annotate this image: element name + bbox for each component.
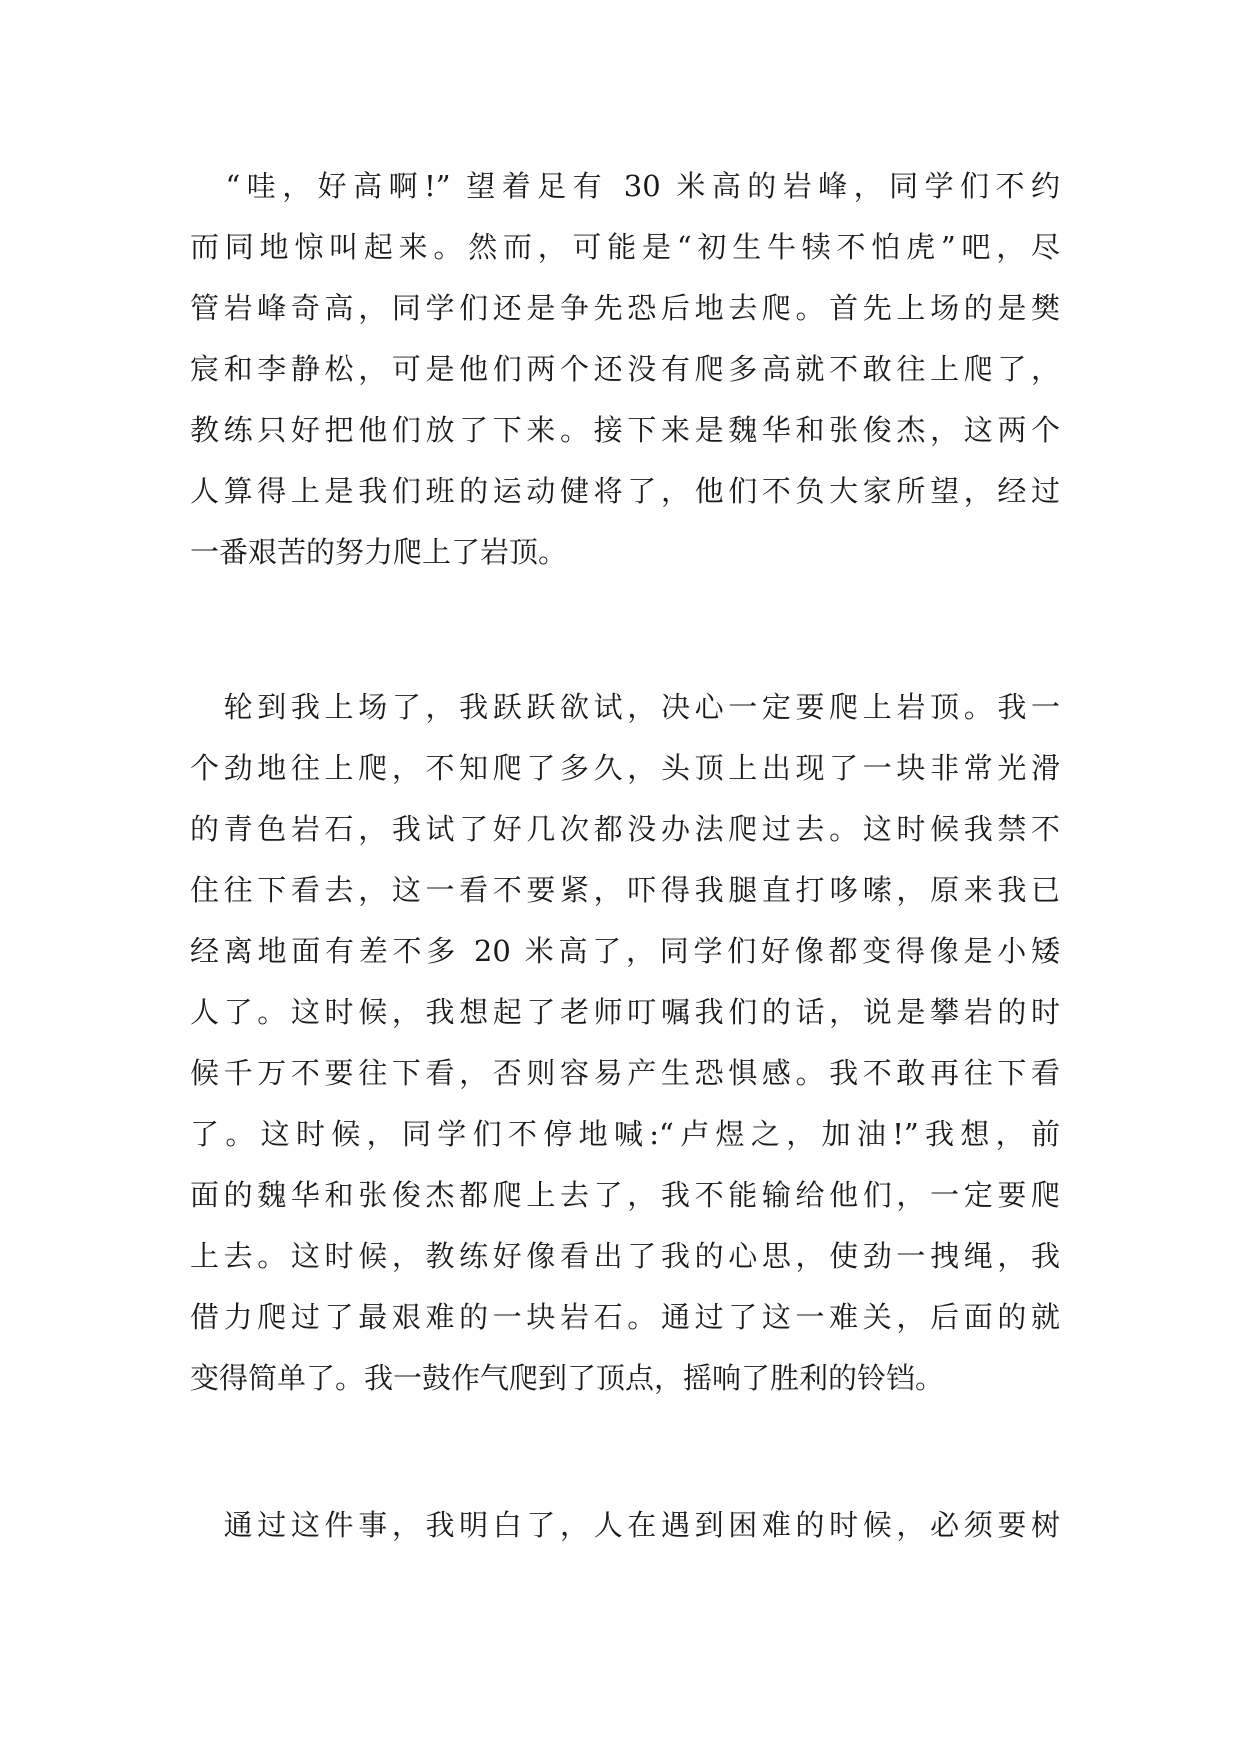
text-line: 而同地惊叫起来。然而，可能是“初生牛犊不怕虎”吧，尽 xyxy=(190,230,1060,264)
text-line: 通过这件事，我明白了，人在遇到困难的时候，必须要树 xyxy=(190,1508,1060,1542)
text-line: 了。这时候，同学们不停地喊:“卢煜之，加油!”我想，前 xyxy=(190,1117,1060,1151)
text-line: 个劲地往上爬，不知爬了多久，头顶上出现了一块非常光滑 xyxy=(190,751,1060,785)
text-line: 住往下看去，这一看不要紧，吓得我腿直打哆嗦，原来我已 xyxy=(190,873,1060,907)
text-line: 一番艰苦的努力爬上了岩顶。 xyxy=(190,535,568,569)
text-line: 变得简单了。我一鼓作气爬到了顶点，摇响了胜利的铃铛。 xyxy=(190,1361,945,1395)
text-line: 人算得上是我们班的运动健将了，他们不负大家所望，经过 xyxy=(190,474,1060,508)
text-line: 上去。这时候，教练好像看出了我的心思，使劲一拽绳，我 xyxy=(190,1239,1060,1273)
text-line: 的青色岩石，我试了好几次都没办法爬过去。这时候我禁不 xyxy=(190,812,1060,846)
text-line: 经离地面有差不多 20 米高了，同学们好像都变得像是小矮 xyxy=(190,934,1060,968)
paragraph-3 xyxy=(190,1495,1060,1556)
text-line: 借力爬过了最艰难的一块岩石。通过了这一难关，后面的就 xyxy=(190,1300,1060,1334)
text-line: 轮到我上场了，我跃跃欲试，决心一定要爬上岩顶。我一 xyxy=(190,690,1060,724)
text-line: 管岩峰奇高，同学们还是争先恐后地去爬。首先上场的是樊 xyxy=(190,291,1060,325)
text-line: 人了。这时候，我想起了老师叮嘱我们的话，说是攀岩的时 xyxy=(190,995,1060,1029)
text-line: 候千万不要往下看，否则容易产生恐惧感。我不敢再往下看 xyxy=(190,1056,1060,1090)
text-line: 教练只好把他们放了下来。接下来是魏华和张俊杰，这两个 xyxy=(190,413,1060,447)
text-line: 面的魏华和张俊杰都爬上去了，我不能输给他们，一定要爬 xyxy=(190,1178,1060,1212)
paragraph-2 xyxy=(190,677,1060,1409)
paragraph-1 xyxy=(190,156,1060,583)
text-line: 宸和李静松，可是他们两个还没有爬多高就不敢往上爬了， xyxy=(190,352,1060,386)
text-line: “哇，好高啊!” 望着足有 30 米高的岩峰，同学们不约 xyxy=(190,169,1060,203)
